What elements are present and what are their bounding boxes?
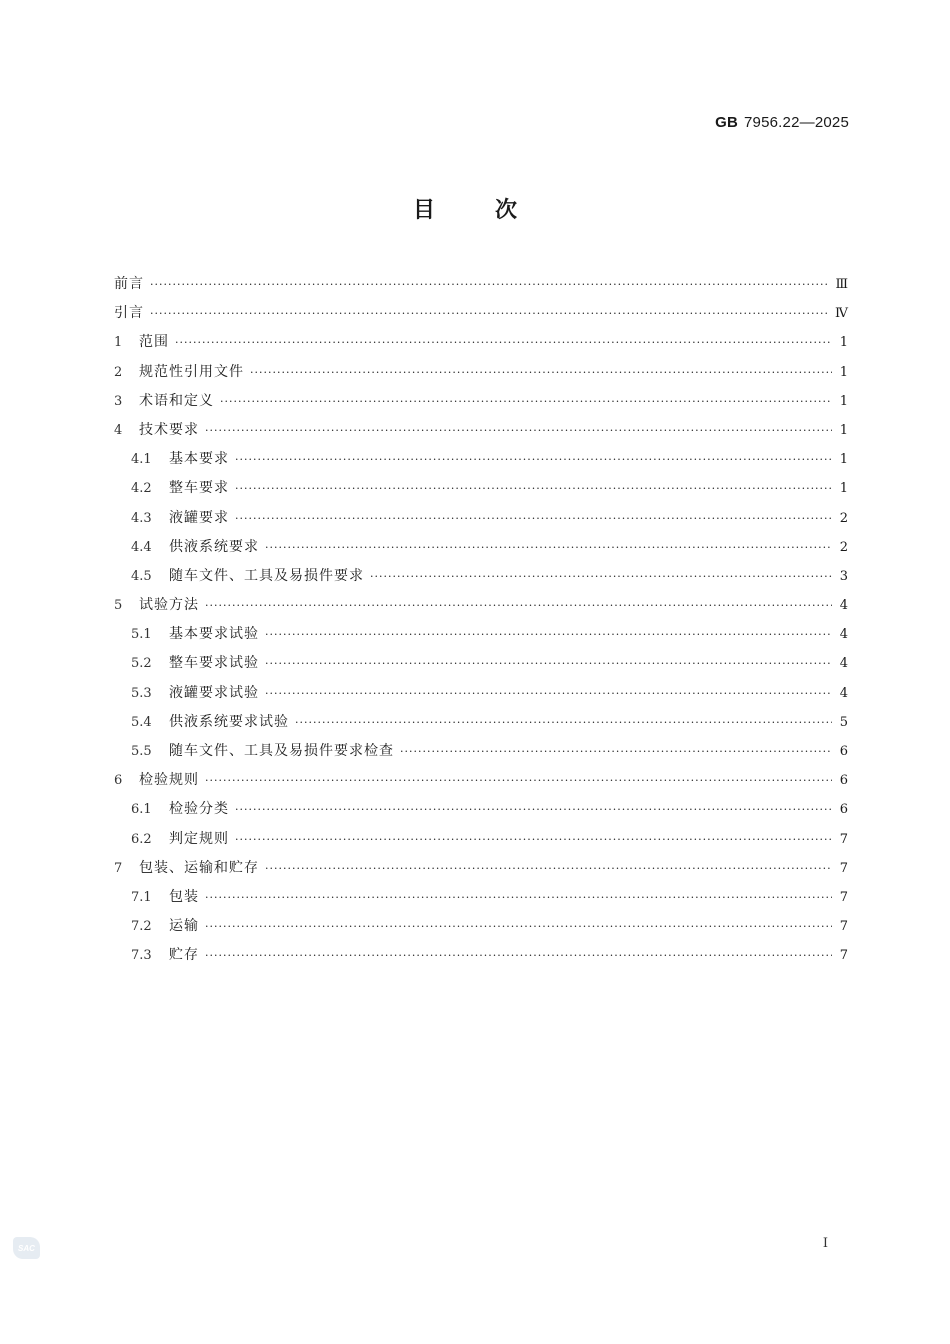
toc-dot-leader [205, 766, 832, 795]
toc-entry-page: 7 [839, 889, 848, 905]
toc-entry-label: 液罐要求试验 [169, 684, 259, 701]
toc-entry-number: 4.3 [131, 510, 152, 526]
toc-entry-page: 7 [839, 919, 848, 935]
toc-entry-number: 5.1 [131, 627, 152, 643]
toc-dot-leader [235, 504, 832, 533]
toc-entry-page: 1 [839, 422, 848, 438]
toc-dot-leader [205, 941, 832, 970]
toc-entry[interactable] [114, 883, 848, 912]
toc-entry[interactable] [114, 941, 848, 970]
toc-entry-page: 4 [839, 627, 848, 643]
toc-entry-label: 规范性引用文件 [139, 363, 244, 380]
toc-entry-page: Ⅲ [835, 277, 848, 292]
toc-entry-number: 4 [114, 422, 123, 438]
toc-entry-page: 2 [839, 510, 848, 526]
toc-entry-page: 7 [839, 948, 848, 964]
toc-entry-number: 3 [114, 393, 123, 409]
toc-entry-page: 6 [839, 802, 848, 818]
toc-dot-leader [250, 358, 832, 387]
toc-entry-label: 判定规则 [169, 830, 229, 847]
toc-entry-number: 6.2 [131, 831, 152, 847]
table-of-contents [114, 270, 848, 971]
page-title: 目次 [412, 198, 577, 223]
toc-entry[interactable] [114, 679, 848, 708]
toc-dot-leader [205, 912, 832, 941]
toc-entry-number: 1 [114, 335, 123, 351]
toc-dot-leader [265, 533, 832, 562]
toc-dot-leader [205, 591, 832, 620]
toc-entry-number: 6 [114, 773, 123, 789]
toc-entry-label: 检验规则 [139, 772, 199, 789]
toc-entry-page: 4 [839, 598, 848, 614]
toc-entry[interactable] [114, 562, 848, 591]
toc-entry-page: 1 [839, 452, 848, 468]
toc-entry[interactable] [114, 737, 848, 766]
toc-entry[interactable] [114, 795, 848, 824]
toc-entry-number: 7.2 [131, 919, 152, 935]
toc-entry-number: 7 [114, 860, 123, 876]
toc-dot-leader [150, 299, 829, 328]
toc-entry-label: 整车要求试验 [169, 655, 259, 672]
toc-dot-leader [205, 416, 832, 445]
toc-entry-page: 1 [839, 364, 848, 380]
toc-entry-page: Ⅳ [835, 306, 848, 322]
standard-number [715, 114, 849, 131]
toc-entry[interactable] [114, 504, 848, 533]
toc-entry-label: 前言 [114, 276, 144, 292]
toc-entry-label: 技术要求 [139, 421, 199, 438]
toc-entry-page: 2 [839, 539, 848, 555]
toc-dot-leader [295, 708, 832, 737]
toc-entry-number: 6.1 [131, 802, 152, 818]
toc-entry-label: 随车文件、工具及易损件要求 [169, 567, 364, 584]
toc-entry-label: 贮存 [169, 947, 199, 964]
toc-entry-page: 5 [839, 714, 848, 730]
toc-dot-leader [175, 328, 832, 357]
toc-entry[interactable] [114, 445, 848, 474]
toc-entry-label: 术语和定义 [139, 392, 214, 409]
toc-entry-label: 基本要求试验 [169, 626, 259, 643]
toc-entry-page: 4 [839, 656, 848, 672]
toc-entry[interactable] [114, 649, 848, 678]
toc-entry-page: 6 [839, 773, 848, 789]
toc-entry-page: 1 [839, 481, 848, 497]
toc-entry-page: 7 [839, 831, 848, 847]
toc-entry-number: 5.3 [131, 685, 152, 701]
toc-entry-page: 3 [839, 568, 848, 584]
toc-entry-label: 液罐要求 [169, 509, 229, 526]
toc-entry[interactable] [114, 416, 848, 445]
toc-entry-number: 4.4 [131, 539, 152, 555]
toc-dot-leader [265, 854, 832, 883]
toc-entry[interactable] [114, 270, 848, 299]
sac-logo-watermark: SAC [13, 1237, 40, 1259]
toc-entry[interactable] [114, 912, 848, 941]
toc-entry-label: 包装 [169, 888, 199, 905]
toc-entry[interactable] [114, 766, 848, 795]
toc-entry[interactable] [114, 620, 848, 649]
toc-dot-leader [235, 825, 832, 854]
toc-dot-leader [370, 562, 832, 591]
toc-dot-leader [265, 649, 832, 678]
toc-entry-number: 7.1 [131, 889, 152, 905]
toc-dot-leader [235, 795, 832, 824]
toc-dot-leader [235, 445, 832, 474]
toc-entry[interactable] [114, 825, 848, 854]
toc-entry[interactable] [114, 328, 848, 357]
toc-entry-label: 试验方法 [139, 597, 199, 614]
toc-entry[interactable] [114, 358, 848, 387]
standard-prefix: GB [715, 114, 738, 131]
toc-entry[interactable] [114, 708, 848, 737]
toc-entry[interactable] [114, 387, 848, 416]
toc-dot-leader [205, 883, 832, 912]
toc-entry-label: 整车要求 [169, 480, 229, 497]
toc-entry-label: 供液系统要求 [169, 538, 259, 555]
page-number: I [822, 1236, 828, 1251]
toc-dot-leader [265, 620, 832, 649]
toc-entry-page: 7 [839, 860, 848, 876]
toc-dot-leader [265, 679, 832, 708]
toc-entry-number: 5.5 [131, 744, 152, 759]
toc-entry-page: 4 [839, 685, 848, 701]
toc-entry[interactable] [114, 474, 848, 503]
toc-dot-leader [235, 474, 832, 503]
toc-entry-number: 4.5 [131, 568, 152, 584]
toc-entry-number: 4.1 [131, 452, 152, 468]
standard-code: 7956.22—2025 [744, 114, 849, 131]
toc-entry-label: 随车文件、工具及易损件要求检查 [169, 743, 394, 759]
toc-entry-page: 1 [839, 335, 848, 351]
toc-entry-page: 1 [839, 393, 848, 409]
toc-entry-label: 检验分类 [169, 801, 229, 818]
toc-entry-label: 包装、运输和贮存 [139, 859, 259, 876]
toc-entry[interactable] [114, 533, 848, 562]
toc-entry-number: 5 [114, 598, 123, 614]
toc-entry-number: 2 [114, 364, 123, 380]
toc-entry[interactable] [114, 591, 848, 620]
toc-entry-number: 4.2 [131, 481, 152, 497]
toc-entry-number: 5.2 [131, 656, 152, 672]
toc-entry-label: 引言 [114, 305, 144, 322]
toc-dot-leader [400, 737, 832, 766]
toc-entry-number: 5.4 [131, 714, 152, 730]
toc-entry[interactable] [114, 299, 848, 328]
toc-entry-label: 运输 [169, 918, 199, 935]
toc-entry-label: 供液系统要求试验 [169, 713, 289, 730]
toc-entry-label: 范围 [139, 334, 169, 351]
toc-entry-page: 6 [839, 744, 848, 759]
toc-entry[interactable] [114, 854, 848, 883]
toc-dot-leader [150, 270, 829, 299]
toc-entry-label: 基本要求 [169, 451, 229, 468]
toc-entry-number: 7.3 [131, 948, 152, 964]
toc-dot-leader [220, 387, 832, 416]
